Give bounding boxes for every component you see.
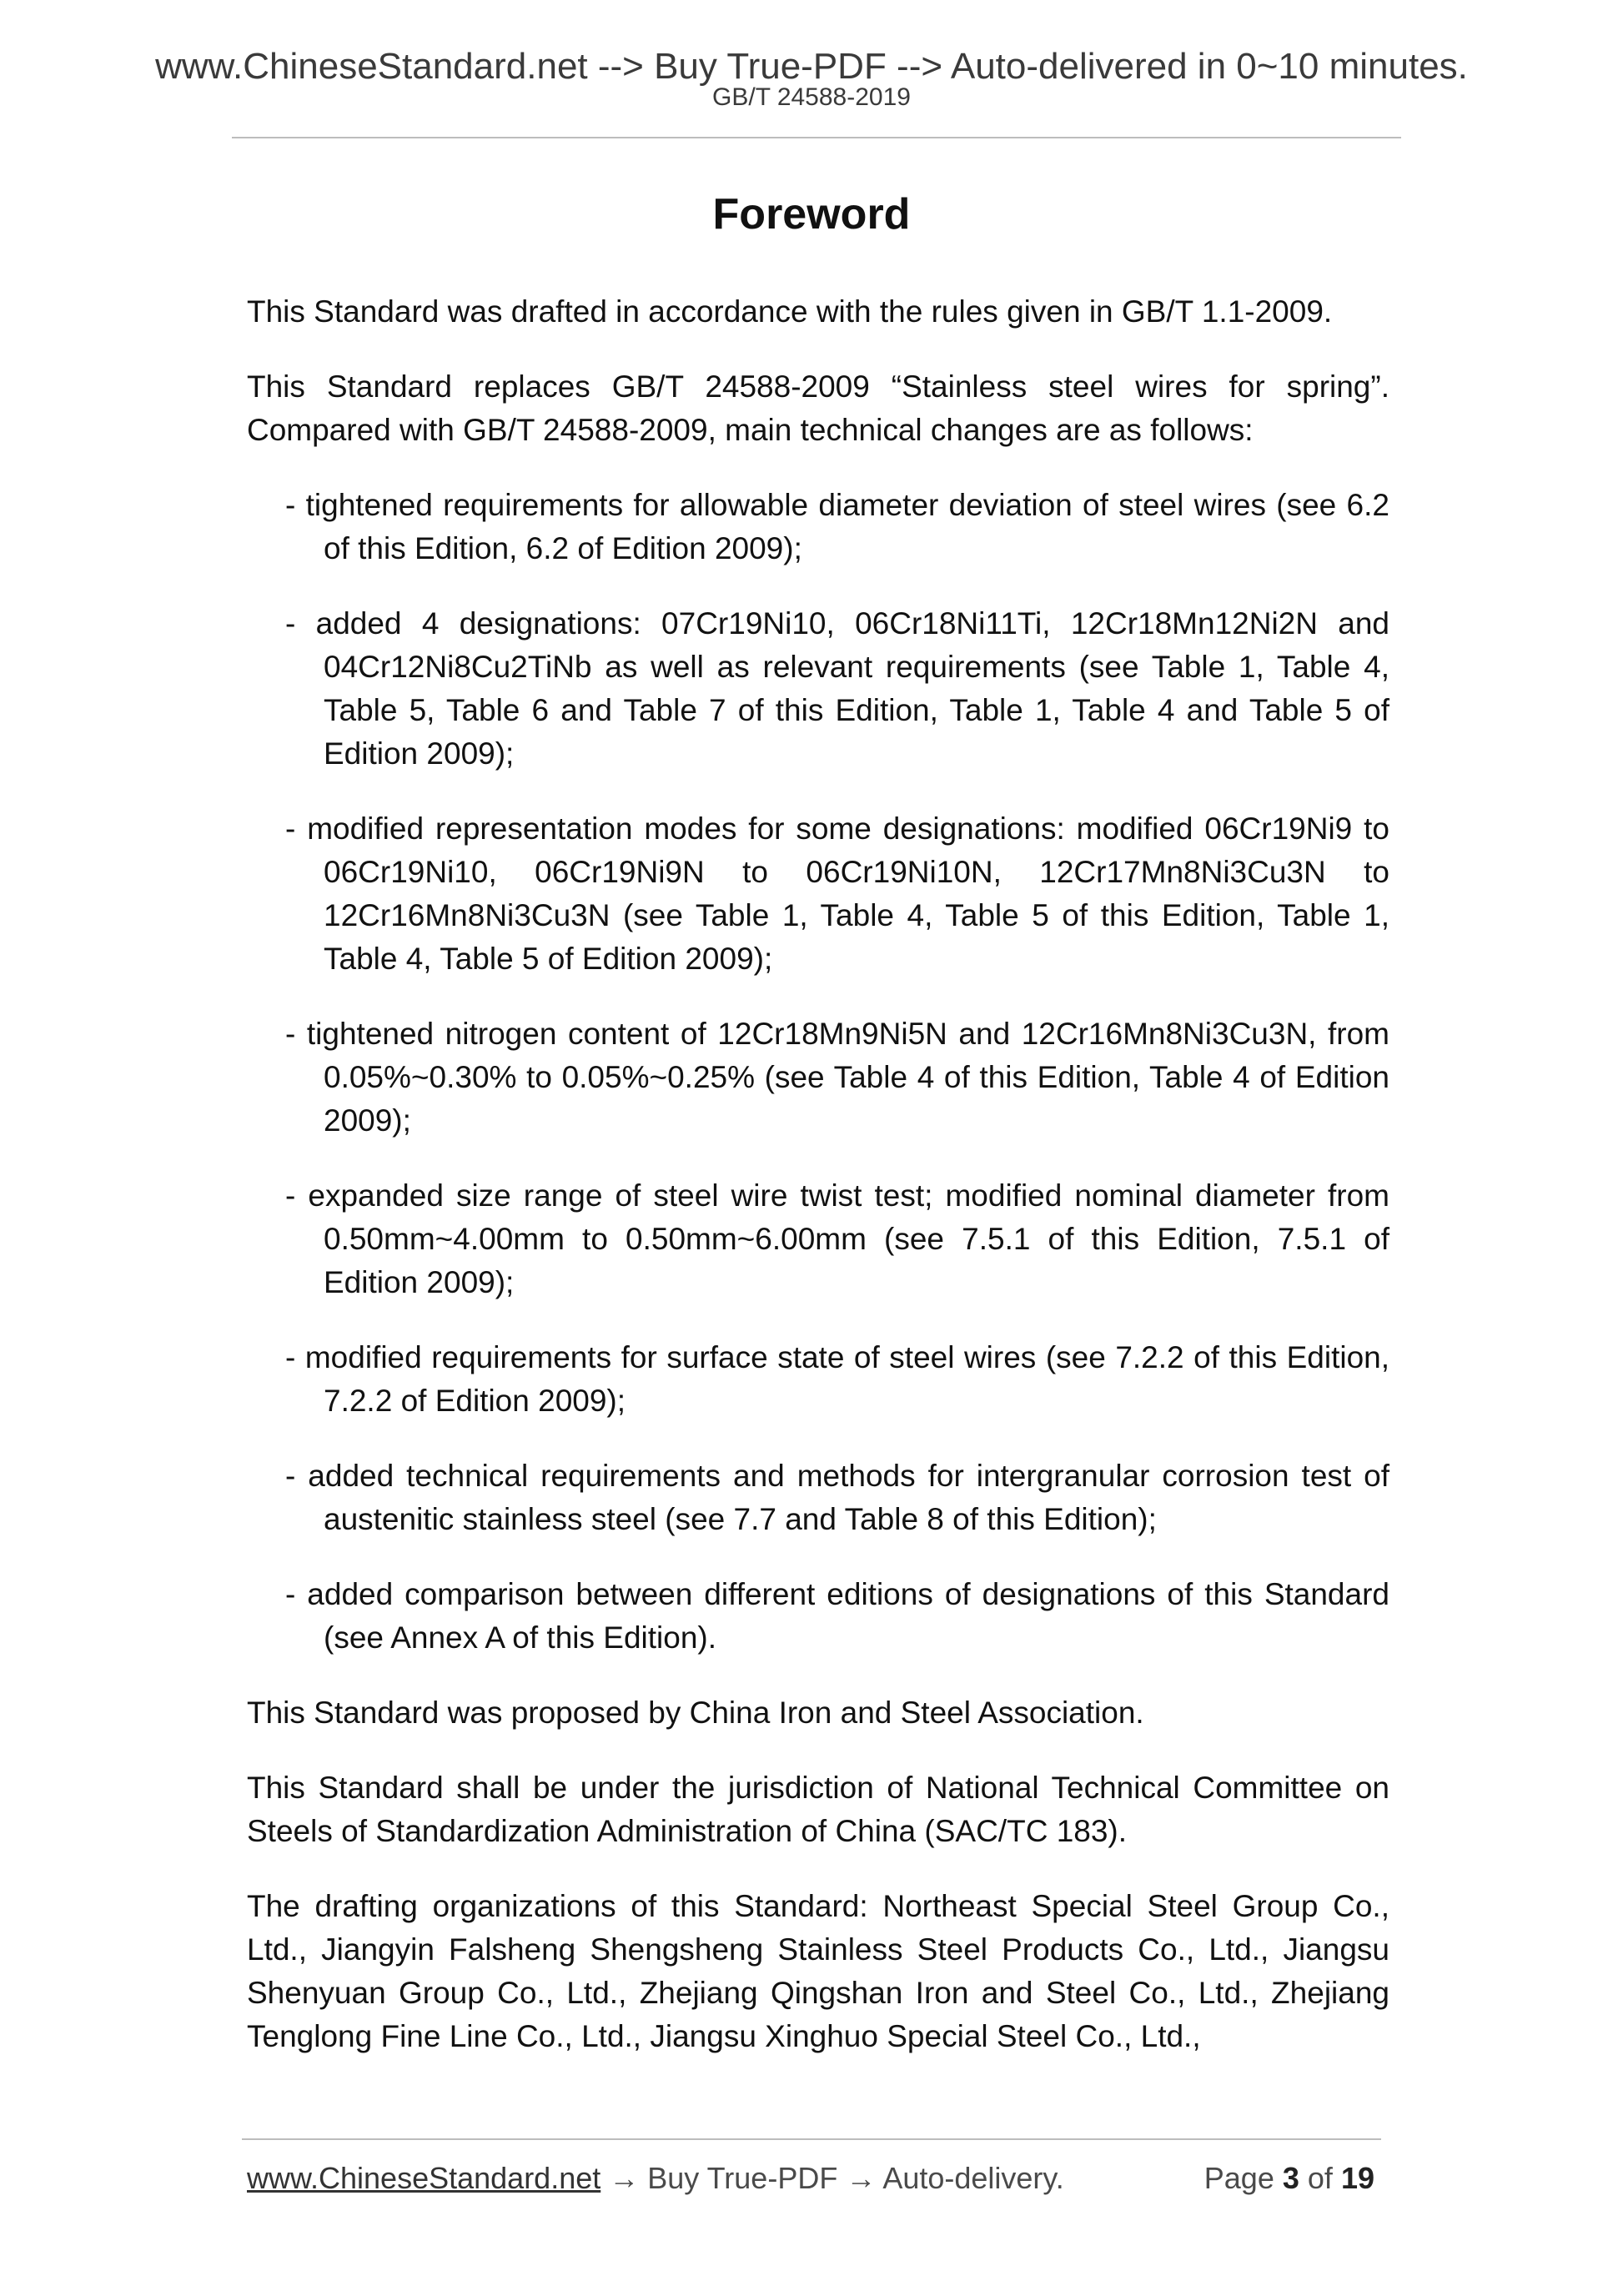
page-number: [1204, 2160, 1374, 2197]
paragraph-replaces: This Standard replaces GB/T 24588-2009 “Stainless steel wires for spring”. Compared with GB/T 24588-2009, main technical changes are as follows:: [247, 369, 1389, 447]
foreword-body: [247, 290, 1389, 2090]
paragraph-proposed-by: This Standard was proposed by China Iron and Steel Association.: [247, 1696, 1144, 1730]
list-item: - tightened requirements for allowable diameter deviation of steel wires (see 6.2 of this Edition, 6.2 of Edition 2009);: [285, 488, 1389, 565]
footer-left: [247, 2160, 1064, 2197]
standard-code: GB/T 24588-2019: [712, 83, 911, 111]
list-item: - added 4 designations: 07Cr19Ni10, 06Cr18Ni11Ti, 12Cr18Mn12Ni2N and 04Cr12Ni8Cu2TiNb as well as relevant requirements (see Table 1, Table 4, Table 5, Table 6 and Table 7 of this Edition, Table 1, Table 4 and Table 5 of Edition 2009);: [285, 606, 1389, 771]
list-item: - expanded size range of steel wire twist test; modified nominal diameter from 0.50mm~4.00mm to 0.50mm~6.00mm (see 7.5.1 of this Edition, 7.5.1 of Edition 2009);: [285, 1178, 1389, 1299]
header-divider: [232, 137, 1401, 138]
page-word: Page: [1203, 2161, 1274, 2195]
list-item: - tightened nitrogen content of 12Cr18Mn9Ni5N and 12Cr16Mn8Ni3Cu3N, from 0.05%~0.30% to 0.05%~0.25% (see Table 4 of this Edition, Table 4 of Edition 2009);: [285, 1017, 1389, 1138]
header-banner: www.ChineseStandard.net --> Buy True-PDF --> Auto-delivered in 0~10 minutes.: [155, 46, 1468, 87]
paragraph-jurisdiction: This Standard shall be under the jurisdiction of National Technical Committee on Steels of Standardization Administration of China (SAC/TC 183).: [247, 1771, 1389, 1848]
paragraph-drafting-organizations: The drafting organizations of this Standard: Northeast Special Steel Group Co., Ltd., Jiangyin Falsheng Shengsheng Stainless Steel Products Co., Ltd., Jiangsu Shenyuan Group Co., Ltd., Zhejiang Qingshan Iron and Steel Co., Ltd., Zhejiang Tenglong Fine Line Co., Ltd., Jiangsu Xinghuo Special Steel Co., Ltd.,: [247, 1889, 1389, 2053]
changes-list: [247, 484, 1389, 1660]
footer-site-link[interactable]: www.ChineseStandard.net: [247, 2161, 601, 2195]
footer-tagline: → Buy True-PDF → Auto-delivery.: [600, 2161, 1064, 2195]
page-footer: [247, 2160, 1383, 2197]
page-of: of: [1307, 2161, 1333, 2195]
list-item: - added technical requirements and methods for intergranular corrosion test of austenitic stainless steel (see 7.7 and Table 8 of this Edition);: [285, 1459, 1389, 1536]
list-item: - modified requirements for surface state of steel wires (see 7.2.2 of this Edition, 7.2.2 of Edition 2009);: [285, 1340, 1389, 1418]
footer-divider: [242, 2138, 1381, 2140]
page-current: 3: [1282, 2161, 1299, 2195]
list-item: - modified representation modes for some designations: modified 06Cr19Ni9 to 06Cr19Ni10, 06Cr19Ni9N to 06Cr19Ni10N, 12Cr17Mn8Ni3Cu3N to 12Cr16Mn8Ni3Cu3N (see Table 1, Table 4, Table 5 of this Edition, Table 1, Table 4, Table 5 of Edition 2009);: [285, 811, 1389, 976]
page-title: Foreword: [712, 190, 911, 239]
list-item: - added comparison between different editions of designations of this Standard (see Annex A of this Edition).: [285, 1577, 1389, 1655]
page-total: 19: [1340, 2161, 1374, 2195]
paragraph-drafting-rules: This Standard was drafted in accordance with the rules given in GB/T 1.1-2009.: [247, 294, 1333, 329]
